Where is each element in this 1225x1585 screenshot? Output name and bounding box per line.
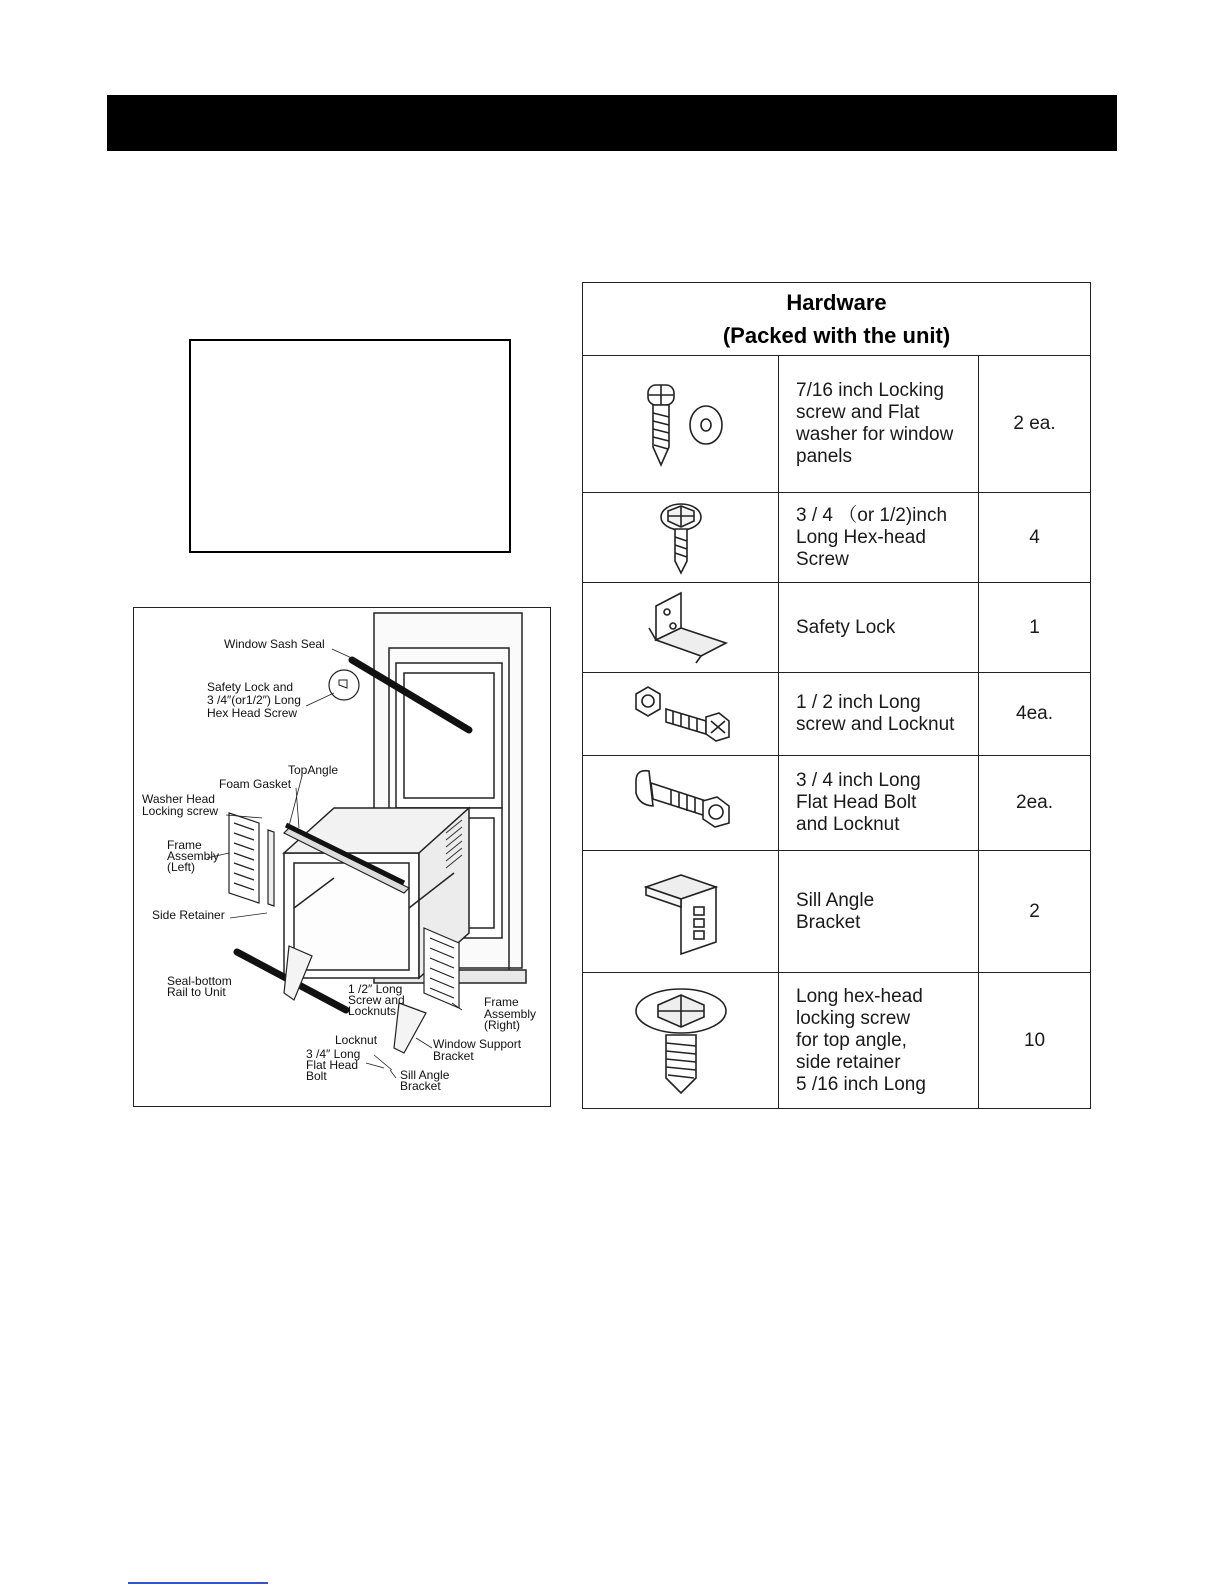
hardware-quantity: 2ea. (979, 756, 1091, 851)
table-row (583, 756, 1091, 851)
description-line: Bracket (796, 911, 861, 933)
hardware-quantity: 4ea. (979, 673, 1091, 756)
locking-screw-washer-icon (583, 356, 779, 493)
long-hex-locking-screw-icon (583, 973, 779, 1109)
hardware-description (779, 583, 979, 673)
bottom-link-underline (128, 1582, 268, 1584)
description-line: panels (796, 446, 852, 467)
label-frame-left-1: Frame (167, 838, 202, 852)
hardware-header (583, 283, 1091, 356)
label-flat-bolt-3: Bolt (306, 1069, 327, 1083)
label-half-screw-2: Screw and (348, 993, 405, 1007)
label-half-screw-3: Locknuts (348, 1004, 397, 1018)
hardware-title: Hardware (786, 290, 887, 315)
description-line: Safety Lock (796, 616, 896, 638)
label-washer-head-1: Washer Head (142, 792, 215, 806)
table-row (583, 973, 1091, 1109)
label-sill-angle-2: Bracket (400, 1079, 441, 1093)
safety-lock-callout (329, 670, 359, 700)
description-line: 1 / 2 inch Long (796, 692, 921, 713)
label-frame-right-2: Assembly (484, 1007, 537, 1021)
hardware-description (779, 973, 979, 1109)
description-line: for top angle, (796, 1029, 907, 1051)
hardware-quantity: 10 (979, 973, 1091, 1109)
sill-angle-bracket-icon (583, 851, 779, 973)
label-frame-right-1: Frame (484, 995, 519, 1009)
label-seal-bottom-1: Seal-bottom (167, 974, 232, 988)
label-safety-lock-3: Hex Head Screw (207, 706, 298, 720)
label-flat-bolt-1: 3 /4″ Long (306, 1047, 361, 1061)
hardware-quantity: 1 (979, 583, 1091, 673)
flat-head-bolt-icon (583, 756, 779, 851)
description-line: screw and Flat (796, 402, 920, 423)
label-sill-angle-1: Sill Angle (400, 1068, 450, 1082)
description-line: and Locknut (796, 814, 900, 835)
screw-locknut-icon (583, 673, 779, 756)
label-seal-bottom-2: Rail to Unit (167, 985, 226, 999)
hardware-description (779, 356, 979, 493)
description-line: 7/16 inch Locking (796, 380, 944, 401)
label-foam-gasket: Foam Gasket (219, 777, 292, 791)
label-frame-right-3: (Right) (484, 1018, 521, 1032)
label-frame-left-2: Assembly (167, 849, 220, 863)
hardware-description (779, 851, 979, 973)
hardware-subtitle: (Packed with the unit) (722, 323, 951, 348)
label-top-angle: TopAngle (288, 763, 339, 777)
description-line: washer for window (796, 424, 954, 445)
installation-diagram (133, 607, 551, 1107)
hardware-header-row (583, 283, 1091, 356)
label-side-retainer: Side Retainer (152, 908, 225, 922)
label-safety-lock-2: 3 /4″(or1/2″) Long (207, 693, 301, 707)
description-line: Sill Angle (796, 889, 875, 911)
hardware-description (779, 493, 979, 583)
label-locknut: Locknut (335, 1033, 378, 1047)
label-safety-lock-1: Safety Lock and (207, 680, 294, 694)
hardware-quantity: 4 (979, 493, 1091, 583)
label-window-sash-seal: Window Sash Seal (224, 637, 325, 651)
hardware-description (779, 756, 979, 851)
hardware-description (779, 673, 979, 756)
label-flat-bolt-2: Flat Head (306, 1058, 359, 1072)
description-line: Long Hex-head (796, 526, 926, 548)
label-washer-head-2: Locking screw (142, 804, 219, 818)
safety-lock-icon (583, 583, 779, 673)
description-line: side retainer (796, 1051, 901, 1073)
frame-assembly-left (229, 813, 274, 906)
table-row (583, 356, 1091, 493)
hardware-table (582, 282, 1091, 1109)
label-window-support-2: Bracket (433, 1049, 474, 1063)
table-row (583, 673, 1091, 756)
description-line: Flat Head Bolt (796, 792, 917, 813)
label-window-support-1: Window Support (433, 1037, 522, 1051)
label-half-screw-1: 1 /2″ Long (348, 982, 403, 996)
description-line: 5 /16 inch Long (796, 1073, 926, 1095)
description-line: screw and Locknut (796, 714, 955, 735)
table-row (583, 851, 1091, 973)
description-line: 3 / 4 （or 1/2)inch (796, 504, 948, 526)
label-frame-left-3: (Left) (167, 860, 196, 874)
hex-head-screw-icon (583, 493, 779, 583)
hardware-quantity: 2 ea. (979, 356, 1091, 493)
description-line: Screw (796, 548, 849, 570)
installation-drawing (134, 608, 552, 1108)
notice-box (189, 339, 511, 553)
table-row (583, 493, 1091, 583)
description-line: Long hex-head (796, 985, 923, 1007)
hardware-quantity: 2 (979, 851, 1091, 973)
section-title-bar (107, 95, 1117, 151)
description-line: 3 / 4 inch Long (796, 770, 921, 791)
description-line: locking screw (796, 1007, 911, 1029)
table-row (583, 583, 1091, 673)
